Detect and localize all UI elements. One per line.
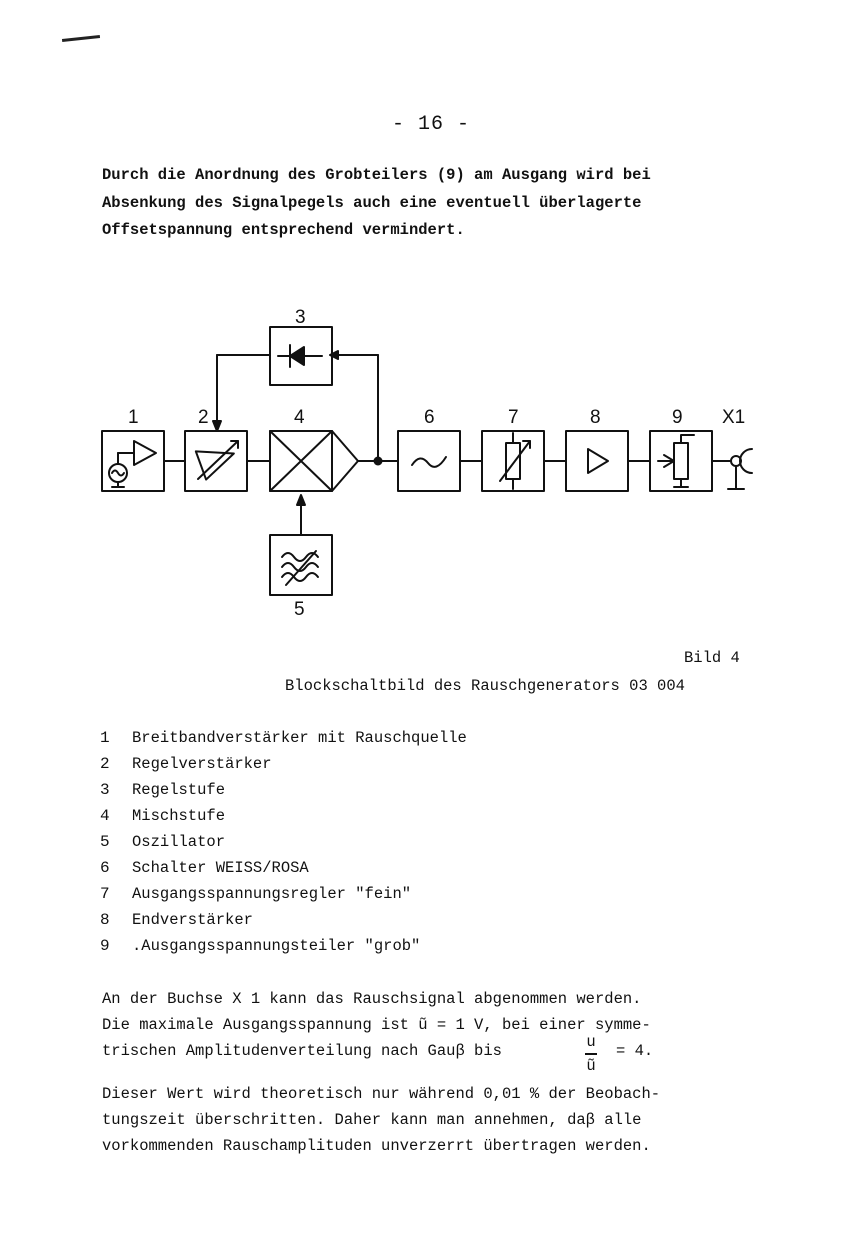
legend-number: 3 (100, 781, 110, 799)
paragraph2-line-3: trischen Amplitudenverteilung nach Gauβ bis (102, 1042, 502, 1060)
block-5-oscillator (270, 535, 332, 595)
diagram-label-3: 3 (295, 307, 306, 328)
figure-number: Bild 4 (684, 649, 740, 667)
page-number: - 16 - (392, 113, 471, 136)
legend-text: Oszillator (132, 833, 226, 851)
legend-text: .Ausgangsspannungsteiler "grob" (132, 937, 421, 955)
block-7-fine-voltage-regulator (482, 431, 544, 491)
fraction-bar (585, 1053, 597, 1055)
diagram-label-6: 6 (424, 407, 435, 428)
block-3-control-stage (270, 327, 332, 385)
legend-text: Mischstufe (132, 807, 226, 825)
paragraph3-line-2: tungszeit überschritten. Daher kann man annehmen, daβ alle (102, 1111, 642, 1129)
connector-x1 (728, 449, 752, 489)
legend-number: 1 (100, 729, 110, 747)
fraction-value: = 4. (616, 1042, 654, 1060)
legend-text: Schalter WEISS/ROSA (132, 859, 309, 877)
legend-number: 6 (100, 859, 110, 877)
intro-line-3: Offsetspannung entsprechend vermindert. (102, 221, 465, 239)
legend-text: Ausgangsspannungsregler "fein" (132, 885, 412, 903)
diagram-label-5: 5 (294, 599, 305, 620)
legend-text: Endverstärker (132, 911, 253, 929)
paragraph2-line-1: An der Buchse X 1 kann das Rauschsignal abgenommen werden. (102, 990, 642, 1008)
diagram-label-4: 4 (294, 407, 305, 428)
legend-number: 4 (100, 807, 110, 825)
block-6-switch-white-pink (398, 431, 460, 491)
legend-number: 5 (100, 833, 110, 851)
block-diagram (90, 295, 770, 635)
block-4-mixer (270, 431, 358, 491)
diagram-label-8: 8 (590, 407, 601, 428)
block-9-coarse-voltage-divider (650, 431, 712, 491)
scan-mark (62, 35, 100, 42)
paragraph3-line-3: vorkommenden Rauschamplituden unverzerrt übertragen werden. (102, 1137, 651, 1155)
diagram-label-2: 2 (198, 407, 209, 428)
legend-number: 8 (100, 911, 110, 929)
block-1-broadband-amplifier (102, 431, 164, 491)
diagram-label-x1: X1 (722, 407, 746, 428)
junction-dot (374, 457, 383, 466)
legend-number: 9 (100, 937, 110, 955)
legend-number: 2 (100, 755, 110, 773)
fraction-numerator: u (586, 1033, 596, 1051)
block-2-control-amplifier (185, 431, 247, 491)
paragraph3-line-1: Dieser Wert wird theoretisch nur während 0,01 % der Beobach- (102, 1085, 661, 1103)
legend-text: Regelverstärker (132, 755, 272, 773)
figure-caption: Blockschaltbild des Rauschgenerators 03 004 (285, 677, 685, 695)
legend-text: Regelstufe (132, 781, 226, 799)
fraction-denominator: ũ (586, 1057, 596, 1075)
diagram-label-1: 1 (128, 407, 139, 428)
intro-line-2: Absenkung des Signalpegels auch eine eventuell überlagerte (102, 194, 642, 212)
intro-line-1: Durch die Anordnung des Grobteilers (9) am Ausgang wird bei (102, 166, 651, 184)
diagram-label-9: 9 (672, 407, 683, 428)
legend-number: 7 (100, 885, 110, 903)
diagram-label-7: 7 (508, 407, 519, 428)
paragraph2-line-2: Die maximale Ausgangsspannung ist ũ = 1 V, bei einer symme- (102, 1016, 651, 1034)
block-8-output-amplifier (566, 431, 628, 491)
legend-text: Breitbandverstärker mit Rauschquelle (132, 729, 467, 747)
